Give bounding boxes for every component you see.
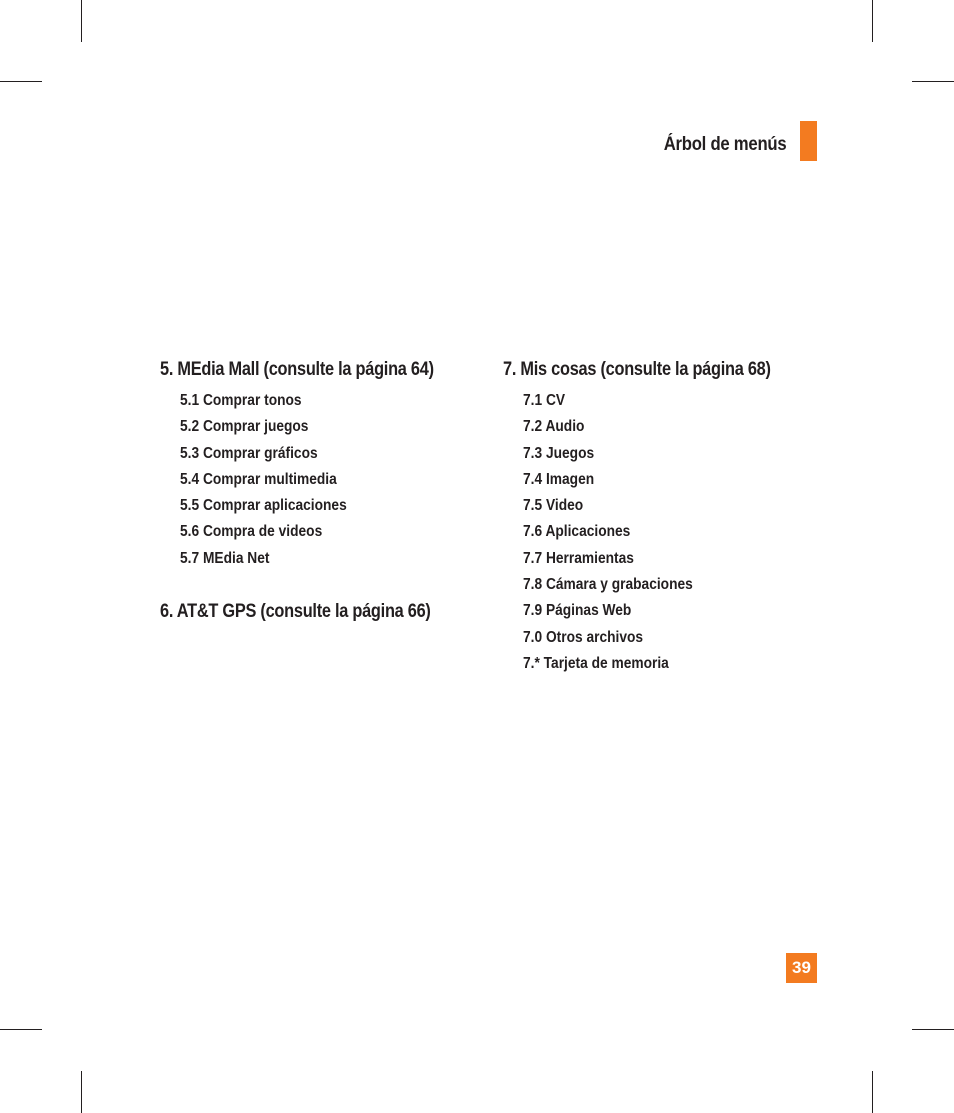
menu-item-5-3: 5.3 Comprar gráficos bbox=[180, 444, 318, 462]
menu-item-7-1: 7.1 CV bbox=[523, 392, 566, 409]
section-6-title: 6. AT&T GPS (consulte la página 66) bbox=[160, 601, 431, 623]
page-header-title: Árbol de menús bbox=[663, 134, 786, 155]
menu-item-5-5: 5.5 Comprar aplicaciones bbox=[180, 497, 347, 515]
menu-item-7-7: 7.7 Herramientas bbox=[523, 549, 634, 567]
header-accent-bar bbox=[800, 121, 817, 161]
menu-item-5-6: 5.6 Compra de videos bbox=[180, 523, 323, 541]
menu-item-5-1: 5.1 Comprar tonos bbox=[180, 392, 302, 409]
menu-item-5-7: 5.7 MEdia Net bbox=[180, 549, 270, 567]
crop-mark-bottom-right-horizontal bbox=[912, 1029, 954, 1030]
menu-item-7-4: 7.4 Imagen bbox=[523, 470, 595, 488]
menu-item-7-8: 7.8 Cámara y grabaciones bbox=[523, 576, 693, 594]
section-7-items bbox=[503, 388, 814, 677]
menu-item-7-6: 7.6 Aplicaciones bbox=[523, 523, 631, 541]
crop-mark-bottom-left-horizontal bbox=[0, 1029, 42, 1030]
menu-item-7-5: 7.5 Video bbox=[523, 497, 584, 515]
crop-mark-top-right-vertical bbox=[872, 0, 873, 42]
crop-mark-bottom-left-vertical bbox=[81, 1071, 82, 1113]
crop-mark-top-right-horizontal bbox=[912, 81, 954, 82]
crop-mark-bottom-right-vertical bbox=[872, 1071, 873, 1113]
right-column bbox=[503, 356, 814, 677]
menu-item-7-0: 7.0 Otros archivos bbox=[523, 628, 644, 646]
menu-item-7-9: 7.9 Páginas Web bbox=[523, 602, 632, 620]
section-5-title: 5. MEdia Mall (consulte la página 64) bbox=[160, 359, 434, 380]
menu-item-5-2: 5.2 Comprar juegos bbox=[180, 418, 309, 436]
crop-mark-top-left-horizontal bbox=[0, 81, 42, 82]
page-number-badge: 39 bbox=[786, 953, 817, 983]
menu-item-7-star: 7.* Tarjeta de memoria bbox=[523, 654, 669, 672]
crop-mark-top-left-vertical bbox=[81, 0, 82, 42]
section-5-items bbox=[160, 388, 478, 572]
menu-item-7-2: 7.2 Audio bbox=[523, 418, 585, 436]
menu-item-7-3: 7.3 Juegos bbox=[523, 444, 595, 462]
left-column bbox=[160, 356, 478, 626]
section-7-title: 7. Mis cosas (consulte la página 68) bbox=[503, 359, 771, 380]
menu-item-5-4: 5.4 Comprar multimedia bbox=[180, 470, 337, 488]
